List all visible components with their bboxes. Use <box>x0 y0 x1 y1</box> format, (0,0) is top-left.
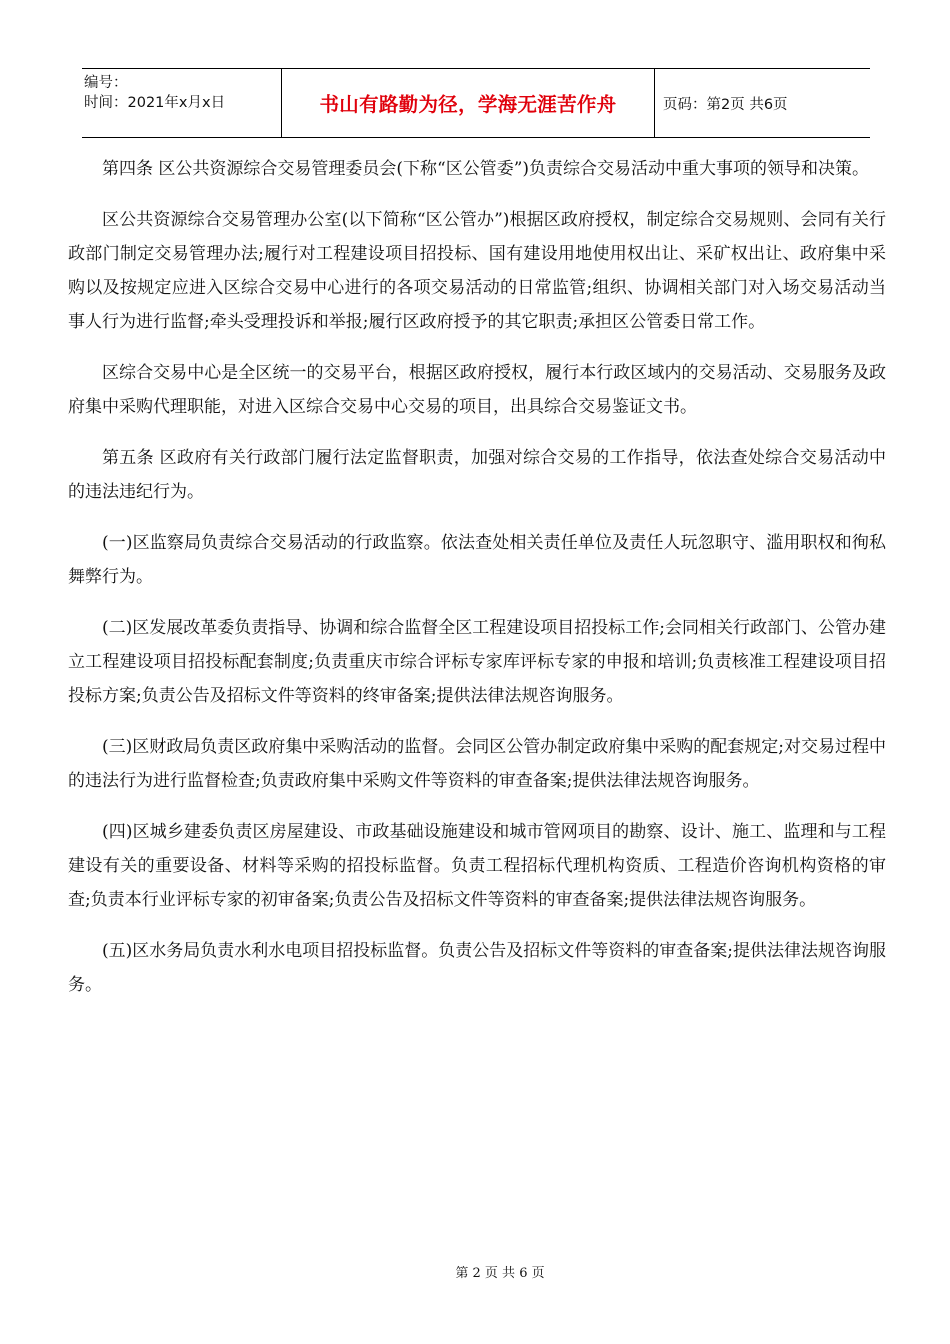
page-footer: 第 2 页 共 6 页 <box>455 1266 545 1281</box>
paragraph-item-4: (四)区城乡建委负责区房屋建设、市政基础设施建设和城市管网项目的勘察、设计、施工、监理和与工程建设有关的重要设备、材料等采购的招投标监督。负责工程招标代理机构资质、工程造价咨询机构资格的审查;负责本行业评标专家的初审备案;负责公告及招标文件等资料的审查备案;提供法律法规咨询服务。 <box>68 822 886 910</box>
paragraph-article-5: 第五条 区政府有关行政部门履行法定监督职责，加强对综合交易的工作指导，依法查处综合交易活动中的违法违纪行为。 <box>68 448 886 502</box>
header-page-label: 页码：第2页 共6页 <box>663 96 788 113</box>
header-info-cell <box>82 69 282 137</box>
paragraph-office-duties: 区公共资源综合交易管理办公室(以下简称“区公管办”)根据区政府授权，制定综合交易规则、会同有关行政部门制定交易管理办法;履行对工程建设项目招投标、国有建设用地使用权出让、采矿权出让、政府集中采购以及按规定应进入区综合交易中心进行的各项交易活动的日常监管;组织、协调相关部门对入场交易活动当事人行为进行监督;牵头受理投诉和举报;履行区政府授予的其它职责;承担区公管委日常工作。 <box>68 210 886 332</box>
document-number-label: 编号： <box>84 75 128 91</box>
paragraph-item-5: (五)区水务局负责水利水电项目招投标监督。负责公告及招标文件等资料的审查备案;提供法律法规咨询服务。 <box>68 941 886 995</box>
paragraph-item-1: (一)区监察局负责综合交易活动的行政监察。依法查处相关责任单位及责任人玩忽职守、滥用职权和徇私舞弊行为。 <box>68 533 886 587</box>
paragraph-article-4: 第四条 区公共资源综合交易管理委员会(下称“区公管委”)负责综合交易活动中重大事项的领导和决策。 <box>102 159 870 179</box>
paragraph-trading-center: 区综合交易中心是全区统一的交易平台，根据区政府授权，履行本行政区域内的交易活动、交易服务及政府集中采购代理职能，对进入区综合交易中心交易的项目，出具综合交易鉴证文书。 <box>68 363 886 417</box>
document-body <box>68 152 886 1019</box>
document-date-label: 时间：2021年x月x日 <box>84 95 226 111</box>
paragraph-item-2: (二)区发展改革委负责指导、协调和综合监督全区工程建设项目招投标工作;会同相关行政部门、公管办建立工程建设项目招投标配套制度;负责重庆市综合评标专家库评标专家的申报和培训;负责核准工程建设项目招投标方案;负责公告及招标文件等资料的终审备案;提供法律法规咨询服务。 <box>68 618 886 706</box>
header-motto: 书山有路勤为径，学海无涯苦作舟 <box>282 69 655 137</box>
document-header <box>82 68 870 138</box>
paragraph-item-3: (三)区财政局负责区政府集中采购活动的监督。会同区公管办制定政府集中采购的配套规定;对交易过程中的违法行为进行监督检查;负责政府集中采购文件等资料的审查备案;提供法律法规咨询服务。 <box>68 737 886 791</box>
